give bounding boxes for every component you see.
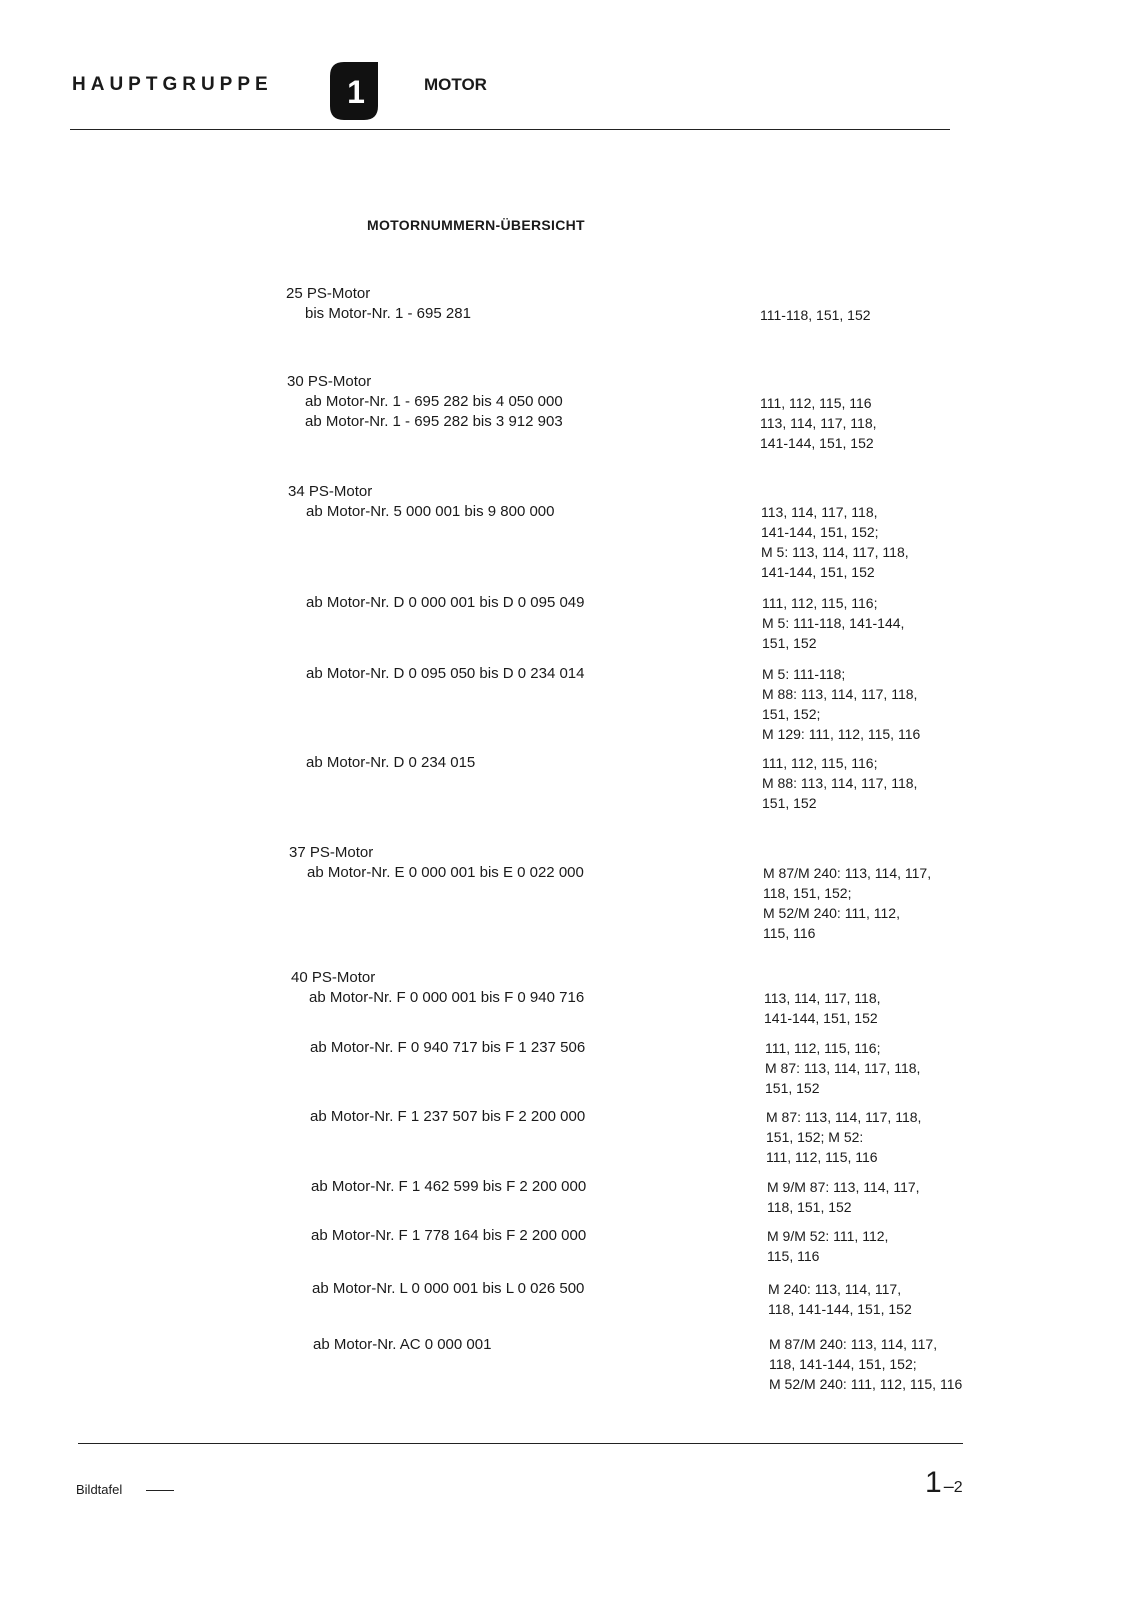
model-list — [760, 305, 871, 325]
engine-range: bis Motor-Nr. 1 - 695 281 — [305, 305, 471, 322]
model-line: M 52/M 240: 111, 112, 115, 116 — [769, 1376, 963, 1392]
model-list — [766, 1107, 921, 1167]
model-line: 141-144, 151, 152; — [761, 524, 879, 540]
model-list — [760, 393, 877, 453]
page-header — [72, 62, 952, 122]
model-line: 111, 112, 115, 116 — [760, 395, 872, 411]
model-line: M 5: 111-118, 141-144, — [762, 615, 905, 631]
model-line: 111, 112, 115, 116; — [762, 755, 878, 771]
model-list — [762, 664, 920, 744]
section-name: MOTOR — [424, 75, 487, 94]
page-number — [925, 1466, 963, 1500]
model-line: 113, 114, 117, 118, — [761, 504, 878, 520]
model-line: 151, 152 — [765, 1080, 820, 1096]
group-heading: 37 PS-Motor — [289, 844, 374, 861]
model-line: M 87/M 240: 113, 114, 117, — [763, 865, 932, 881]
model-line: M 240: 113, 114, 117, — [768, 1281, 902, 1297]
engine-range: ab Motor-Nr. F 0 940 717 bis F 1 237 506 — [310, 1039, 586, 1056]
model-line: 151, 152; M 52: — [766, 1129, 864, 1145]
engine-range: ab Motor-Nr. E 0 000 001 bis E 0 022 000 — [307, 864, 584, 881]
header-rule — [70, 129, 950, 130]
footer-label: Bildtafel — [76, 1482, 123, 1497]
model-line: M 87: 113, 114, 117, 118, — [765, 1060, 921, 1076]
model-line: M 9/M 52: 111, 112, — [767, 1228, 889, 1244]
model-list — [762, 593, 904, 653]
engine-range: ab Motor-Nr. F 1 462 599 bis F 2 200 000 — [311, 1178, 587, 1195]
engine-range: ab Motor-Nr. F 1 237 507 bis F 2 200 000 — [310, 1108, 586, 1125]
model-line: 151, 152 — [762, 795, 817, 811]
model-line: M 129: 111, 112, 115, 116 — [762, 726, 921, 742]
engine-range: ab Motor-Nr. 1 - 695 282 bis 3 912 903 — [305, 413, 563, 430]
engine-range: ab Motor-Nr. F 0 000 001 bis F 0 940 716 — [309, 989, 585, 1006]
engine-range: ab Motor-Nr. D 0 000 001 bis D 0 095 049 — [306, 594, 585, 611]
engine-range: ab Motor-Nr. AC 0 000 001 — [313, 1336, 492, 1353]
model-list — [765, 1038, 920, 1098]
model-line: 111, 112, 115, 116; — [762, 595, 878, 611]
model-list — [761, 502, 909, 582]
model-line: 141-144, 151, 152 — [761, 564, 875, 580]
engine-range: ab Motor-Nr. D 0 095 050 bis D 0 234 014 — [306, 665, 585, 682]
model-line: M 9/M 87: 113, 114, 117, — [767, 1179, 920, 1195]
model-line: M 87: 113, 114, 117, 118, — [766, 1109, 922, 1125]
engine-range: ab Motor-Nr. L 0 000 001 bis L 0 026 500 — [312, 1280, 585, 1297]
page-number-separator: – — [943, 1476, 954, 1496]
model-line: 111, 112, 115, 116 — [766, 1149, 878, 1165]
engine-range: ab Motor-Nr. 5 000 001 bis 9 800 000 — [306, 503, 555, 520]
group-heading: 30 PS-Motor — [287, 373, 372, 390]
model-list — [769, 1334, 962, 1394]
engine-range: ab Motor-Nr. D 0 234 015 — [306, 754, 476, 771]
model-line: M 52/M 240: 111, 112, — [763, 905, 900, 921]
group-heading: 40 PS-Motor — [291, 969, 376, 986]
footer-rule — [78, 1443, 963, 1444]
model-list — [762, 753, 917, 813]
model-line: M 88: 113, 114, 117, 118, — [762, 775, 918, 791]
model-line: 115, 116 — [767, 1248, 820, 1264]
engine-range: ab Motor-Nr. F 1 778 164 bis F 2 200 000 — [311, 1227, 587, 1244]
group-label: HAUPTGRUPPE — [72, 74, 273, 95]
footer-label-group — [76, 1482, 174, 1497]
page-number-sub: 2 — [953, 1479, 963, 1496]
model-line: 115, 116 — [763, 925, 816, 941]
model-line: 151, 152; — [762, 706, 821, 722]
page-title: MOTORNUMMERN-ÜBERSICHT — [367, 217, 585, 233]
model-line: 111, 112, 115, 116; — [765, 1040, 881, 1056]
model-line: 118, 151, 152 — [767, 1199, 852, 1215]
model-line: 118, 141-144, 151, 152 — [768, 1301, 912, 1317]
model-line: 113, 114, 117, 118, — [764, 990, 881, 1006]
group-heading: 25 PS-Motor — [286, 285, 371, 302]
model-line: 141-144, 151, 152 — [764, 1010, 878, 1026]
model-list — [767, 1226, 888, 1266]
model-line: M 5: 111-118; — [762, 666, 846, 682]
group-number-badge — [330, 62, 378, 120]
model-line: 118, 151, 152; — [763, 885, 852, 901]
footer-dash — [146, 1490, 174, 1491]
model-line: M 87/M 240: 113, 114, 117, — [769, 1336, 938, 1352]
model-line: M 5: 113, 114, 117, 118, — [761, 544, 909, 560]
model-list — [763, 863, 931, 943]
model-list — [767, 1177, 920, 1217]
model-list — [764, 988, 881, 1028]
group-badge-shape — [330, 62, 378, 120]
model-line: 113, 114, 117, 118, — [760, 415, 877, 431]
model-list — [768, 1279, 912, 1319]
model-line: 141-144, 151, 152 — [760, 435, 874, 451]
engine-range: ab Motor-Nr. 1 - 695 282 bis 4 050 000 — [305, 393, 563, 410]
group-heading: 34 PS-Motor — [288, 483, 373, 500]
model-line: 118, 141-144, 151, 152; — [769, 1356, 917, 1372]
page-number-main: 1 — [925, 1466, 942, 1499]
model-line: 111-118, 151, 152 — [760, 307, 871, 323]
model-line: 151, 152 — [762, 635, 817, 651]
model-line: M 88: 113, 114, 117, 118, — [762, 686, 918, 702]
group-number: 1 — [347, 74, 365, 110]
